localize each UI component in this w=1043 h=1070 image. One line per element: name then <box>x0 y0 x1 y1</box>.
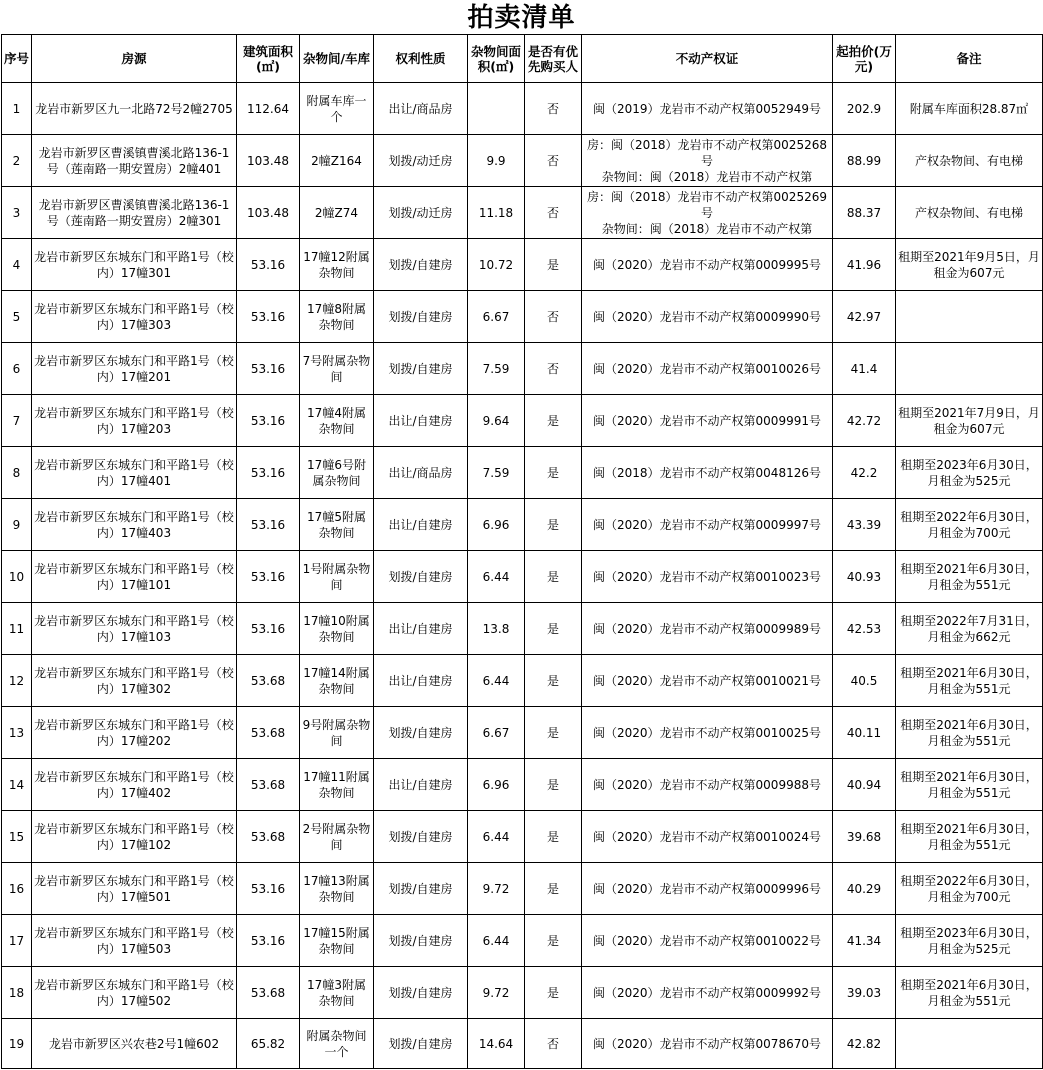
cell-storage: 9号附属杂物间 <box>300 707 374 759</box>
header-seq: 序号 <box>2 35 32 83</box>
cell-cert: 闽（2020）龙岩市不动产权第0010021号 <box>582 655 833 707</box>
cell-nature: 划拨/动迁房 <box>374 135 468 187</box>
cell-storage: 17幢4附属杂物间 <box>300 395 374 447</box>
cell-property: 龙岩市新罗区曹溪镇曹溪北路136-1号（莲南路一期安置房）2幢301 <box>32 187 237 239</box>
cell-storage: 17幢13附属杂物间 <box>300 863 374 915</box>
cell-note: 租期至2022年6月30日，月租金为700元 <box>896 499 1043 551</box>
cell-seq: 13 <box>2 707 32 759</box>
cell-priority: 是 <box>525 395 582 447</box>
cell-property: 龙岩市新罗区东城东门和平路1号（校内）17幢501 <box>32 863 237 915</box>
cell-price: 202.9 <box>833 83 896 135</box>
cell-price: 42.2 <box>833 447 896 499</box>
cell-area: 53.16 <box>237 551 300 603</box>
cell-area: 53.16 <box>237 603 300 655</box>
cell-seq: 12 <box>2 655 32 707</box>
cell-property: 龙岩市新罗区东城东门和平路1号（校内）17幢401 <box>32 447 237 499</box>
cell-storage-area: 6.96 <box>468 499 525 551</box>
cell-note: 租期至2022年7月31日，月租金为662元 <box>896 603 1043 655</box>
cell-note: 租期至2021年7月9日，月租金为607元 <box>896 395 1043 447</box>
cell-price: 39.03 <box>833 967 896 1019</box>
cell-priority: 是 <box>525 759 582 811</box>
cell-area: 53.68 <box>237 967 300 1019</box>
cell-cert: 闽（2020）龙岩市不动产权第0010022号 <box>582 915 833 967</box>
cell-storage: 2幢Z74 <box>300 187 374 239</box>
page-title: 拍卖清单 <box>467 3 576 33</box>
table-row <box>2 499 1043 551</box>
cell-nature: 出让/自建房 <box>374 655 468 707</box>
cell-price: 40.11 <box>833 707 896 759</box>
cell-area: 53.68 <box>237 655 300 707</box>
cell-priority: 是 <box>525 551 582 603</box>
cell-nature: 划拨/自建房 <box>374 343 468 395</box>
cell-area: 65.82 <box>237 1019 300 1069</box>
cell-property: 龙岩市新罗区东城东门和平路1号（校内）17幢102 <box>32 811 237 863</box>
cell-cert: 闽（2020）龙岩市不动产权第0009992号 <box>582 967 833 1019</box>
cell-seq: 18 <box>2 967 32 1019</box>
cell-note: 租期至2021年6月30日，月租金为551元 <box>896 707 1043 759</box>
table-row <box>2 343 1043 395</box>
cell-cert: 闽（2020）龙岩市不动产权第0010026号 <box>582 343 833 395</box>
table-row <box>2 187 1043 239</box>
cell-storage-area: 9.64 <box>468 395 525 447</box>
cell-storage-area: 9.72 <box>468 863 525 915</box>
cert-storage: 杂物间：闽（2018）龙岩市不动产权第 <box>601 222 813 236</box>
cell-storage: 17幢12附属杂物间 <box>300 239 374 291</box>
cell-priority: 是 <box>525 603 582 655</box>
table-row <box>2 1019 1043 1069</box>
cell-area: 53.16 <box>237 447 300 499</box>
cell-price: 88.99 <box>833 135 896 187</box>
cell-price: 42.97 <box>833 291 896 343</box>
table-row <box>2 655 1043 707</box>
cell-priority: 是 <box>525 915 582 967</box>
table-row <box>2 759 1043 811</box>
cell-storage: 17幢11附属杂物间 <box>300 759 374 811</box>
cell-price: 88.37 <box>833 187 896 239</box>
header-nature: 权利性质 <box>374 35 468 83</box>
cell-storage-area: 6.44 <box>468 915 525 967</box>
cell-seq: 7 <box>2 395 32 447</box>
cell-seq: 10 <box>2 551 32 603</box>
cell-priority: 是 <box>525 447 582 499</box>
table-row <box>2 915 1043 967</box>
cell-area: 53.16 <box>237 343 300 395</box>
cell-property: 龙岩市新罗区东城东门和平路1号（校内）17幢202 <box>32 707 237 759</box>
cell-note: 租期至2023年6月30日，月租金为525元 <box>896 447 1043 499</box>
cell-storage-area: 9.9 <box>468 135 525 187</box>
cell-note: 附属车库面积28.87㎡ <box>896 83 1043 135</box>
header-note: 备注 <box>896 35 1043 83</box>
cell-storage-area: 6.44 <box>468 811 525 863</box>
table-row <box>2 551 1043 603</box>
cell-storage-area: 6.67 <box>468 707 525 759</box>
cell-storage-area <box>468 83 525 135</box>
cell-storage-area: 6.44 <box>468 551 525 603</box>
cell-priority: 是 <box>525 811 582 863</box>
cell-area: 53.16 <box>237 863 300 915</box>
header-row <box>2 35 1043 83</box>
cell-property: 龙岩市新罗区东城东门和平路1号（校内）17幢103 <box>32 603 237 655</box>
cell-priority: 是 <box>525 239 582 291</box>
cell-note <box>896 343 1043 395</box>
cell-seq: 2 <box>2 135 32 187</box>
table-row <box>2 291 1043 343</box>
cell-note: 租期至2023年6月30日，月租金为525元 <box>896 915 1043 967</box>
cell-priority: 是 <box>525 499 582 551</box>
cell-area: 103.48 <box>237 187 300 239</box>
cell-property: 龙岩市新罗区东城东门和平路1号（校内）17幢502 <box>32 967 237 1019</box>
cell-priority: 是 <box>525 967 582 1019</box>
cell-seq: 1 <box>2 83 32 135</box>
cell-storage: 2幢Z164 <box>300 135 374 187</box>
cell-note: 产权杂物间、有电梯 <box>896 135 1043 187</box>
cell-cert: 闽（2018）龙岩市不动产权第0048126号 <box>582 447 833 499</box>
cell-cert <box>582 187 833 239</box>
cell-nature: 划拨/自建房 <box>374 863 468 915</box>
cell-storage: 1号附属杂物间 <box>300 551 374 603</box>
cell-seq: 16 <box>2 863 32 915</box>
cell-price: 41.34 <box>833 915 896 967</box>
cell-note: 产权杂物间、有电梯 <box>896 187 1043 239</box>
cell-area: 53.68 <box>237 811 300 863</box>
cell-cert: 闽（2020）龙岩市不动产权第0009997号 <box>582 499 833 551</box>
cell-note: 租期至2021年6月30日，月租金为551元 <box>896 551 1043 603</box>
table-row <box>2 239 1043 291</box>
cell-storage: 17幢6号附属杂物间 <box>300 447 374 499</box>
cell-area: 53.68 <box>237 707 300 759</box>
cell-storage-area: 6.44 <box>468 655 525 707</box>
cell-price: 40.29 <box>833 863 896 915</box>
cell-price: 40.94 <box>833 759 896 811</box>
cell-property: 龙岩市新罗区东城东门和平路1号（校内）17幢302 <box>32 655 237 707</box>
cell-property: 龙岩市新罗区东城东门和平路1号（校内）17幢303 <box>32 291 237 343</box>
table-row <box>2 395 1043 447</box>
cell-nature: 划拨/自建房 <box>374 915 468 967</box>
cell-storage: 附属杂物间一个 <box>300 1019 374 1069</box>
cell-price: 43.39 <box>833 499 896 551</box>
table-row <box>2 707 1043 759</box>
cell-storage-area: 13.8 <box>468 603 525 655</box>
cell-storage: 17幢3附属杂物间 <box>300 967 374 1019</box>
cell-nature: 出让/自建房 <box>374 395 468 447</box>
cell-area: 53.68 <box>237 759 300 811</box>
cell-priority: 否 <box>525 135 582 187</box>
cell-storage: 17幢5附属杂物间 <box>300 499 374 551</box>
cell-price: 39.68 <box>833 811 896 863</box>
table-row <box>2 967 1043 1019</box>
cell-storage-area: 9.72 <box>468 967 525 1019</box>
header-area: 建筑面积(㎡) <box>237 35 300 83</box>
cell-seq: 9 <box>2 499 32 551</box>
cell-note: 租期至2021年6月30日，月租金为551元 <box>896 655 1043 707</box>
cell-storage-area: 10.72 <box>468 239 525 291</box>
auction-table <box>1 34 1043 1069</box>
cell-priority: 是 <box>525 863 582 915</box>
table-row <box>2 603 1043 655</box>
cell-cert: 闽（2020）龙岩市不动产权第0010025号 <box>582 707 833 759</box>
cell-nature: 划拨/动迁房 <box>374 187 468 239</box>
cell-property: 龙岩市新罗区东城东门和平路1号（校内）17幢203 <box>32 395 237 447</box>
table-row <box>2 863 1043 915</box>
cell-nature: 划拨/自建房 <box>374 707 468 759</box>
cell-storage: 17幢15附属杂物间 <box>300 915 374 967</box>
cell-property: 龙岩市新罗区东城东门和平路1号（校内）17幢201 <box>32 343 237 395</box>
cell-nature: 出让/自建房 <box>374 603 468 655</box>
cell-note <box>896 1019 1043 1069</box>
cell-price: 42.82 <box>833 1019 896 1069</box>
cell-seq: 3 <box>2 187 32 239</box>
table-row <box>2 447 1043 499</box>
cell-storage-area: 7.59 <box>468 447 525 499</box>
cell-area: 112.64 <box>237 83 300 135</box>
cell-storage: 2号附属杂物间 <box>300 811 374 863</box>
cell-storage: 附属车库一个 <box>300 83 374 135</box>
cell-property: 龙岩市新罗区兴农巷2号1幢602 <box>32 1019 237 1069</box>
cell-nature: 划拨/自建房 <box>374 1019 468 1069</box>
cell-storage-area: 14.64 <box>468 1019 525 1069</box>
cell-nature: 划拨/自建房 <box>374 551 468 603</box>
header-storage-area: 杂物间面积(㎡) <box>468 35 525 83</box>
cell-seq: 6 <box>2 343 32 395</box>
cell-nature: 出让/自建房 <box>374 499 468 551</box>
cert-house: 房：闽（2018）龙岩市不动产权第0025268号 <box>587 138 827 168</box>
cell-price: 41.4 <box>833 343 896 395</box>
header-storage: 杂物间/车库 <box>300 35 374 83</box>
cell-nature: 出让/商品房 <box>374 447 468 499</box>
cell-cert: 闽（2020）龙岩市不动产权第0010023号 <box>582 551 833 603</box>
cell-cert <box>582 135 833 187</box>
cell-area: 53.16 <box>237 499 300 551</box>
cell-nature: 划拨/自建房 <box>374 967 468 1019</box>
cell-cert: 闽（2020）龙岩市不动产权第0009995号 <box>582 239 833 291</box>
cell-nature: 出让/商品房 <box>374 83 468 135</box>
cell-area: 53.16 <box>237 395 300 447</box>
cell-price: 41.96 <box>833 239 896 291</box>
header-priority: 是否有优先购买人 <box>525 35 582 83</box>
cell-cert: 闽（2020）龙岩市不动产权第0009989号 <box>582 603 833 655</box>
cell-priority: 否 <box>525 187 582 239</box>
cert-house: 房：闽（2018）龙岩市不动产权第0025269号 <box>587 190 827 220</box>
header-price: 起拍价(万元) <box>833 35 896 83</box>
cell-storage-area: 7.59 <box>468 343 525 395</box>
cell-storage: 17幢14附属杂物间 <box>300 655 374 707</box>
cell-seq: 14 <box>2 759 32 811</box>
cell-property: 龙岩市新罗区曹溪镇曹溪北路136-1号（莲南路一期安置房）2幢401 <box>32 135 237 187</box>
cell-storage-area: 6.67 <box>468 291 525 343</box>
cell-cert: 闽（2020）龙岩市不动产权第0009988号 <box>582 759 833 811</box>
cell-seq: 19 <box>2 1019 32 1069</box>
cell-note: 租期至2021年6月30日，月租金为551元 <box>896 759 1043 811</box>
cell-seq: 8 <box>2 447 32 499</box>
cell-area: 53.16 <box>237 915 300 967</box>
cell-priority: 是 <box>525 707 582 759</box>
cell-storage: 17幢8附属杂物间 <box>300 291 374 343</box>
cell-seq: 4 <box>2 239 32 291</box>
cell-nature: 划拨/自建房 <box>374 239 468 291</box>
cell-property: 龙岩市新罗区九一北路72号2幢2705 <box>32 83 237 135</box>
cell-property: 龙岩市新罗区东城东门和平路1号（校内）17幢403 <box>32 499 237 551</box>
cell-nature: 出让/自建房 <box>374 759 468 811</box>
cell-priority: 否 <box>525 83 582 135</box>
cell-cert: 闽（2020）龙岩市不动产权第0009991号 <box>582 395 833 447</box>
cert-storage: 杂物间：闽（2018）龙岩市不动产权第 <box>601 170 813 184</box>
cell-area: 103.48 <box>237 135 300 187</box>
cell-price: 40.5 <box>833 655 896 707</box>
cell-note: 租期至2021年6月30日，月租金为551元 <box>896 967 1043 1019</box>
cell-area: 53.16 <box>237 291 300 343</box>
cell-price: 42.72 <box>833 395 896 447</box>
cell-area: 53.16 <box>237 239 300 291</box>
cell-nature: 划拨/自建房 <box>374 291 468 343</box>
cell-priority: 否 <box>525 291 582 343</box>
cell-storage-area: 6.96 <box>468 759 525 811</box>
cell-seq: 17 <box>2 915 32 967</box>
cell-note <box>896 291 1043 343</box>
cell-priority: 否 <box>525 1019 582 1069</box>
cell-cert: 闽（2020）龙岩市不动产权第0009996号 <box>582 863 833 915</box>
cell-priority: 是 <box>525 655 582 707</box>
cell-price: 40.93 <box>833 551 896 603</box>
table-row <box>2 135 1043 187</box>
table-row <box>2 811 1043 863</box>
cell-cert: 闽（2020）龙岩市不动产权第0078670号 <box>582 1019 833 1069</box>
cell-storage: 17幢10附属杂物间 <box>300 603 374 655</box>
cell-nature: 划拨/自建房 <box>374 811 468 863</box>
cell-cert: 闽（2019）龙岩市不动产权第0052949号 <box>582 83 833 135</box>
cell-property: 龙岩市新罗区东城东门和平路1号（校内）17幢101 <box>32 551 237 603</box>
cell-note: 租期至2022年6月30日，月租金为700元 <box>896 863 1043 915</box>
header-property: 房源 <box>32 35 237 83</box>
cell-storage-area: 11.18 <box>468 187 525 239</box>
cell-cert: 闽（2020）龙岩市不动产权第0009990号 <box>582 291 833 343</box>
header-cert: 不动产权证 <box>582 35 833 83</box>
cell-note: 租期至2021年9月5日，月租金为607元 <box>896 239 1043 291</box>
cell-seq: 15 <box>2 811 32 863</box>
cell-seq: 11 <box>2 603 32 655</box>
cell-property: 龙岩市新罗区东城东门和平路1号（校内）17幢503 <box>32 915 237 967</box>
cell-cert: 闽（2020）龙岩市不动产权第0010024号 <box>582 811 833 863</box>
cell-storage: 7号附属杂物间 <box>300 343 374 395</box>
table-row <box>2 83 1043 135</box>
cell-note: 租期至2021年6月30日，月租金为551元 <box>896 811 1043 863</box>
cell-priority: 否 <box>525 343 582 395</box>
cell-price: 42.53 <box>833 603 896 655</box>
cell-property: 龙岩市新罗区东城东门和平路1号（校内）17幢301 <box>32 239 237 291</box>
cell-property: 龙岩市新罗区东城东门和平路1号（校内）17幢402 <box>32 759 237 811</box>
cell-seq: 5 <box>2 291 32 343</box>
